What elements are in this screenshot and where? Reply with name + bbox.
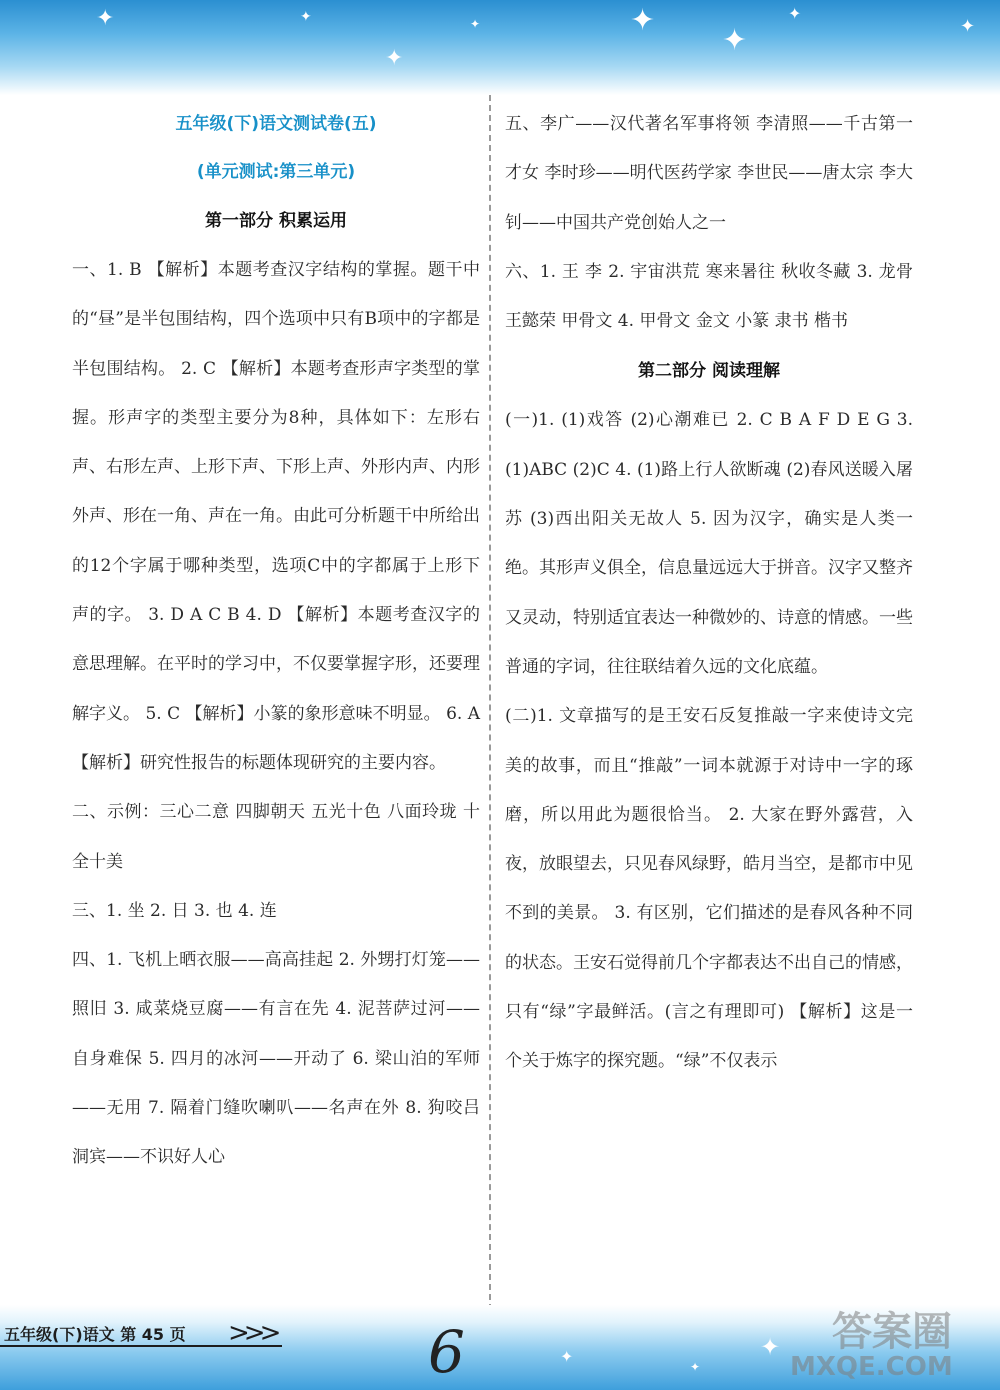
watermark-logo: 答案圈 — [832, 1309, 952, 1355]
top-decorative-band — [0, 0, 1000, 95]
star-icon: ✦ — [560, 1347, 574, 1366]
handwritten-page-number: 6 — [428, 1318, 465, 1386]
reading-answer-2: (二)1. 文章描写的是王安石反复推敲一字来使诗文完美的故事，而且“推敲”一词本就源于对诗中一字的琢磨，所以用此为题很恰当。 2. 大家在野外露营，入夜，放眼望去，只见春风绿野，皓月当空，是都市中见不到的美景。 3. 有区别，它们描述的是春风各种不同的状态。王安石觉得前几个字都表达不出自己的情感，只有“绿”字最鲜活。(言之有理即可) 【解析】这是一个关于炼字的探究题。“绿”不仅表示 — [505, 706, 913, 1072]
page-subtitle: (单元测试:第三单元) — [196, 162, 356, 182]
star-icon: ✦ — [960, 16, 976, 37]
part1-heading: 第一部分 积累运用 — [205, 211, 347, 231]
star-icon: ✦ — [722, 23, 748, 58]
star-icon: ✦ — [300, 9, 312, 25]
part2-heading: 第二部分 阅读理解 — [638, 361, 780, 382]
star-icon: ✦ — [385, 46, 404, 71]
column-divider — [489, 95, 491, 1310]
answer-item-3: 三、1. 坐 2. 日 3. 也 4. 连 — [72, 900, 277, 921]
answer-item-4: 四、1. 飞机上晒衣服——高高挂起 2. 外甥打灯笼——照旧 3. 咸菜烧豆腐——有言在先 4. 泥菩萨过河——自身难保 5. 四月的冰河——开动了 6. 梁山泊的军师——无用 7. 隔着门缝吹喇叭——名声在外 8. 狗咬吕洞宾——不识好人心 — [72, 950, 480, 1168]
answer-item-2: 二、示例：三心二意 四脚朝天 五光十色 八面玲珑 十全十美 — [72, 802, 480, 872]
star-icon: ✦ — [470, 17, 481, 31]
star-icon: ✦ — [96, 6, 115, 31]
reading-answer-1: (一)1. (1)戏答 (2)心潮难已 2. C B A F D E G 3. (1)ABC (2)C 4. (1)路上行人欲断魂 (2)春风送暖入屠苏 (3)西出阳关无故人 5. 因为汉字，确实是人类一绝。其形声义俱全，信息量远远大于拼音。汉字又整齐又灵动，特别适宜表达一种微妙的、诗意的情感。一些普通的字词，往往联结着久远的文化底蕴。 — [505, 410, 913, 677]
page-title: 五年级(下)语文测试卷(五) — [175, 114, 377, 134]
answer-item-5: 五、李广——汉代著名军事将领 李清照——千古第一才女 李时珍——明代医药学家 李世民——唐太宗 李大钊——中国共产党创始人之一 — [505, 114, 913, 233]
watermark-url: MXQE.COM — [790, 1352, 953, 1382]
star-icon: ✦ — [630, 3, 656, 38]
answer-item-6: 六、1. 王 李 2. 宇宙洪荒 寒来暑往 秋收冬藏 3. 龙骨 王懿荣 甲骨文 4. 甲骨文 金文 小篆 隶书 楷书 — [505, 261, 913, 332]
star-icon: ✦ — [788, 4, 802, 23]
star-icon: ✦ — [760, 1333, 781, 1361]
left-column — [72, 100, 480, 1183]
answer-item-1: 一、1. B 【解析】本题考查汉字结构的掌握。题干中的“昼”是半包围结构，四个选项中只有B项中的字都是半包围结构。 2. C 【解析】本题考查形声字类型的掌握。形声字的类型主要分为8种，具体如下：左形右声、右形左声、上形下声、下形上声、外形内声、内形外声、形在一角、声在一角。由此可分析题干中所给出的12个字属于哪种类型，选项C中的字都属于上形下声的字。 3. D A C B 4. D 【解析】本题考查汉字的意思理解。在平时的学习中，不仅要掌握字形，还要理解字义。 5. C 【解析】小篆的象形意味不明显。 6. A 【解析】研究性报告的标题体现研究的主要内容。 — [72, 260, 480, 773]
star-icon: ✦ — [690, 1360, 701, 1374]
right-column — [505, 100, 913, 1087]
page-footer-label: 五年级(下)语文 第 45 页 — [4, 1325, 186, 1344]
double-arrow-icon: >>> — [228, 1318, 276, 1348]
